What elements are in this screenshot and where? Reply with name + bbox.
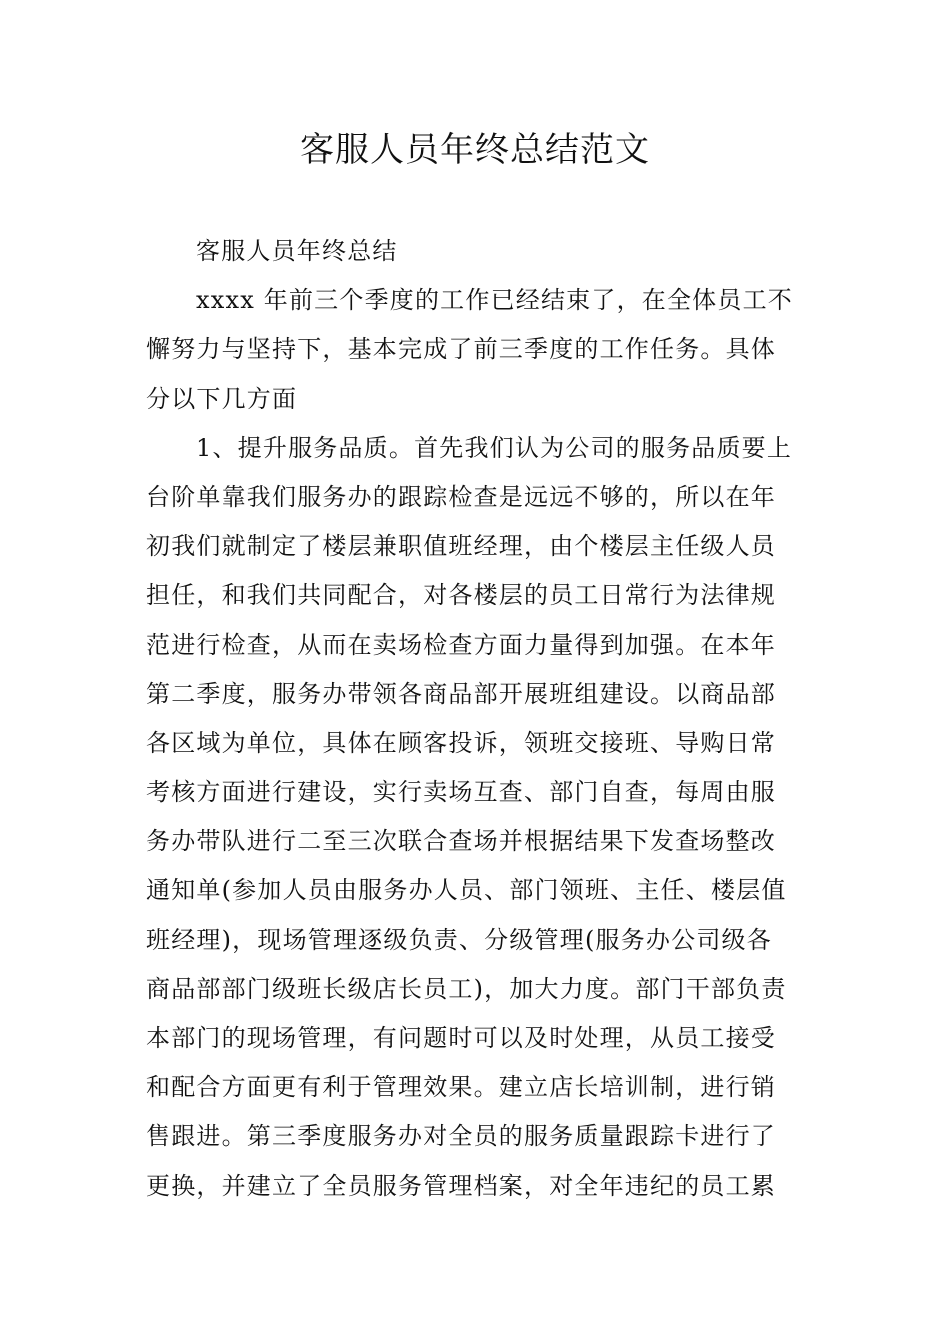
paragraph-line: 各区域为单位，具体在顾客投诉，领班交接班、导购日常 bbox=[146, 728, 776, 757]
paragraph-line: 1、提升服务品质。首先我们认为公司的服务品质要上 bbox=[196, 433, 793, 462]
paragraph-line: 懈努力与坚持下，基本完成了前三季度的工作任务。具体 bbox=[146, 335, 776, 364]
paragraph-line: 第二季度，服务办带领各商品部开展班组建设。以商品部 bbox=[146, 679, 776, 708]
paragraph-line: 和配合方面更有利于管理效果。建立店长培训制，进行销 bbox=[146, 1073, 776, 1102]
paragraph-line: 台阶单靠我们服务办的跟踪检查是远远不够的，所以在年 bbox=[146, 482, 776, 511]
paragraph-line: 本部门的现场管理，有问题时可以及时处理，从员工接受 bbox=[146, 1024, 776, 1052]
paragraph-line: 考核方面进行建设，实行卖场互查、部门自查，每周由服 bbox=[146, 778, 776, 807]
paragraph-line: 售跟进。第三季度服务办对全员的服务质量跟踪卡进行了 bbox=[146, 1122, 776, 1151]
subtitle-line: 客服人员年终总结 bbox=[196, 237, 398, 265]
paragraph-line: 分以下几方面 bbox=[146, 384, 298, 413]
paragraph-line: 范进行检查，从而在卖场检查方面力量得到加强。在本年 bbox=[146, 630, 776, 659]
paragraph-line: 班经理)，现场管理逐级负责、分级管理(服务办公司级各 bbox=[146, 925, 772, 954]
paragraph-line: 通知单(参加人员由服务办人员、部门领班、主任、楼层值 bbox=[146, 876, 787, 905]
paragraph-line: 务办带队进行二至三次联合查场并根据结果下发查场整改 bbox=[146, 827, 776, 856]
paragraph-line: 商品部部门级班长级店长员工)，加大力度。部门干部负责 bbox=[146, 974, 787, 1003]
paragraph-line: xxxx 年前三个季度的工作已经结束了，在全体员工不 bbox=[196, 286, 793, 315]
document-body bbox=[146, 227, 806, 1211]
paragraph-line: 担任，和我们共同配合，对各楼层的员工日常行为法律规 bbox=[146, 581, 776, 610]
document-title: 客服人员年终总结范文 bbox=[300, 130, 650, 170]
paragraph-line: 初我们就制定了楼层兼职值班经理，由个楼层主任级人员 bbox=[146, 532, 776, 561]
paragraph-line: 更换，并建立了全员服务管理档案，对全年违纪的员工累 bbox=[146, 1171, 776, 1200]
